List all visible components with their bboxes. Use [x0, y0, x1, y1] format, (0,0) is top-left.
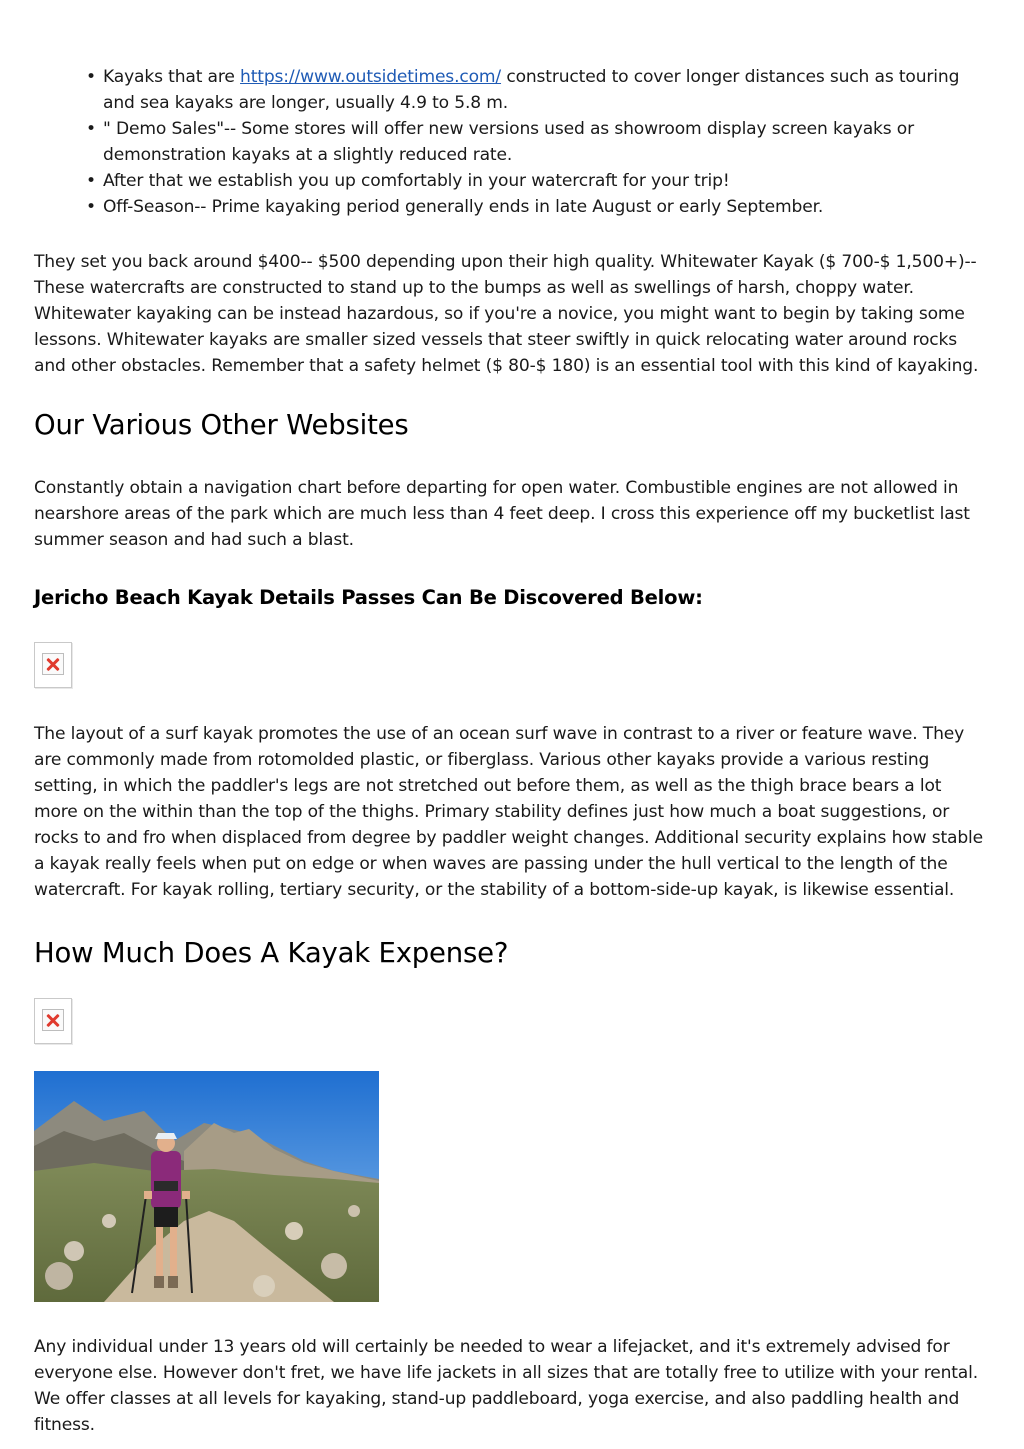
- bullet-marker: •: [86, 119, 96, 139]
- broken-image-icon: [34, 998, 72, 1044]
- heading-jericho-beach: Jericho Beach Kayak Details Passes Can Be Discovered Below:: [34, 586, 703, 609]
- list-item-text-post: constructed to cover longer distances such as touring and sea kayaks are longer, usually 4.9 to 5.8 m.: [103, 67, 960, 113]
- paragraph-surf-kayak: The layout of a surf kayak promotes the use of an ocean surf wave in contrast to a river or feature wave. They are commonly made from rotomolded plastic, or fiberglass. Various other kayaks provide a various resting setting, in which the paddler's legs are not stretched out before them, as well as the thigh brace bears a lot more on the within than the top of the thighs. Primary stability defines just how much a boat suggestions, or rocks to and fro when displaced from degree by paddler weight changes. Additional security explains how stable a kayak really feels when put on edge or when waves are passing under the hull vertical to the length of the watercraft. For kayak rolling, tertiary security, or the stability of a bottom-side-up kayak, is likewise essential.: [34, 724, 983, 900]
- paragraph-prices: They set you back around $400-- $500 depending upon their high quality. Whitewater Kayak ($ 700-$ 1,500+)-- These watercrafts are constructed to stand up to the bumps as well as swellings of harsh, choppy water. Whitewater kayaking can be instead hazardous, so if you're a novice, you might want to begin by taking some lessons. Whitewater kayaks are smaller sized vessels that steer swiftly in quick relocating water around rocks and other obstacles. Remember that a safety helmet ($ 80-$ 180) is an essential tool with this kind of kayaking.: [34, 252, 979, 376]
- list-item: [86, 116, 990, 168]
- list-item-text: " Demo Sales"-- Some stores will offer new versions used as showroom display screen kayaks or demonstration kayaks at a slightly reduced rate.: [103, 119, 914, 165]
- paragraph-navigation: Constantly obtain a navigation chart before departing for open water. Combustible engines are not allowed in nearshore areas of the park which are much less than 4 feet deep. I cross this experience off my bucketlist last summer season and had such a blast.: [34, 478, 970, 550]
- bullet-marker: •: [86, 67, 96, 87]
- list-item: [86, 194, 990, 220]
- broken-image-icon: [34, 642, 72, 688]
- broken-image-x-icon: [42, 653, 64, 675]
- document-page: [34, 0, 990, 1438]
- bullet-marker: •: [86, 171, 96, 191]
- heading-kayak-expense: How Much Does A Kayak Expense?: [34, 937, 509, 969]
- bullet-marker: •: [86, 197, 96, 217]
- paragraph-lifejacket: Any individual under 13 years old will certainly be needed to wear a lifejacket, and it's extremely advised for everyone else. However don't fret, we have life jackets in all sizes that are totally free to utilize with your rental. We offer classes at all levels for kayaking, stand-up paddleboard, yoga exercise, and also paddling health and fitness.: [34, 1337, 979, 1435]
- outsidetimes-link[interactable]: https://www.outsidetimes.com/: [240, 67, 502, 87]
- hiker-photo-illustration: [34, 1071, 379, 1302]
- bullet-list: [34, 64, 990, 220]
- heading-other-websites: Our Various Other Websites: [34, 409, 409, 441]
- hiker-photo: [34, 1071, 379, 1302]
- broken-image-x-icon: [42, 1009, 64, 1031]
- list-item-text-pre: Kayaks that are: [103, 67, 241, 87]
- list-item: [86, 168, 990, 194]
- list-item: [86, 64, 990, 116]
- list-item-text: Off-Season-- Prime kayaking period generally ends in late August or early September.: [103, 197, 824, 217]
- list-item-text: After that we establish you up comfortably in your watercraft for your trip!: [103, 171, 730, 191]
